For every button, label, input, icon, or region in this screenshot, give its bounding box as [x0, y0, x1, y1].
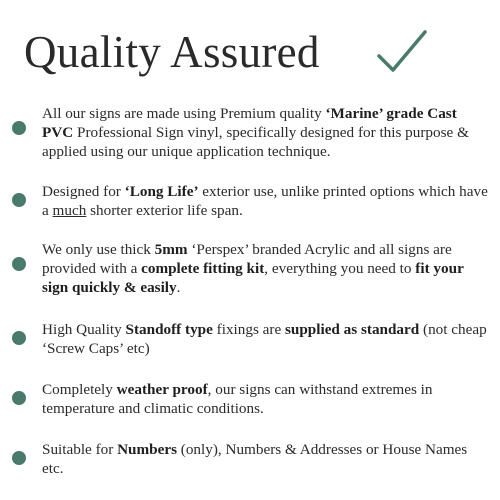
header	[24, 22, 484, 82]
list-item-text	[42, 380, 490, 418]
body-text: Professional Sign vinyl, specifically designed for this purpose & applied using our unique application technique.	[42, 124, 469, 160]
emphasis-text: supplied as standard	[285, 321, 420, 338]
body-text: Completely	[42, 381, 117, 398]
body-text: shorter exterior life span.	[86, 202, 243, 219]
list-item-text	[42, 240, 490, 297]
emphasis-text: complete fitting kit	[141, 260, 265, 277]
body-text: We only use thick	[42, 241, 155, 258]
page-title: Quality Assured	[24, 27, 320, 77]
bullet-dot-icon	[12, 257, 26, 271]
emphasis-text: 5mm	[154, 241, 188, 258]
checkmark-stroke	[379, 32, 425, 70]
checkmark-icon	[376, 28, 428, 74]
bullet-dot-icon	[12, 331, 26, 345]
body-text: Suitable for	[42, 441, 118, 458]
bullet-dot-icon	[12, 193, 26, 207]
body-text: (only), Numbers & Addresses or House Names etc.	[42, 441, 468, 477]
list-item-text	[42, 182, 490, 220]
emphasis-text: Numbers	[117, 441, 177, 458]
body-text: fixings are	[212, 321, 285, 338]
bullet-dot-icon	[12, 451, 26, 465]
list-item-text	[42, 104, 490, 161]
body-text: ‘Perspex’ branded Acrylic and all signs are provided with a	[42, 241, 452, 277]
body-text: , everything you need to	[264, 260, 416, 277]
bullet-dot-icon	[12, 391, 26, 405]
body-text: (not cheap ‘Screw Caps’ etc)	[42, 321, 487, 357]
bullet-dot-icon	[12, 121, 26, 135]
body-text: All our signs are made using Premium quality	[42, 105, 326, 122]
emphasis-text: ‘Long Life’	[124, 183, 199, 200]
body-text: Designed for	[42, 183, 125, 200]
emphasis-text: ‘Marine’ grade Cast PVC	[42, 105, 457, 141]
body-text: exterior use, unlike printed options which have a	[42, 183, 488, 219]
emphasis-text: weather proof	[116, 381, 208, 398]
underlined-text: much	[52, 202, 87, 219]
list-item-text	[42, 320, 490, 358]
emphasis-text: fit your sign quickly & easily	[42, 260, 464, 296]
body-text: , our signs can withstand extremes in temperature and climatic conditions.	[42, 381, 433, 417]
emphasis-text: Standoff type	[125, 321, 213, 338]
body-text: .	[176, 279, 181, 296]
list-item-text	[42, 440, 490, 478]
body-text: High Quality	[42, 321, 126, 338]
